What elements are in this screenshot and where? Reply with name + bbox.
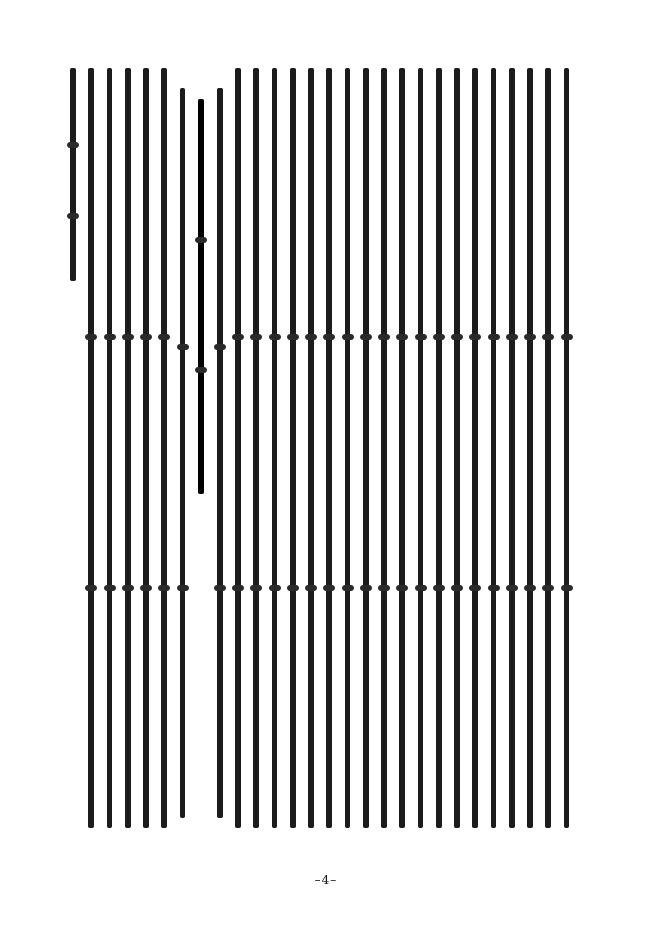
text-line	[217, 88, 223, 818]
vertical-text-block	[70, 68, 582, 828]
text-line	[308, 68, 314, 828]
text-line	[491, 68, 497, 828]
text-line	[472, 68, 478, 828]
text-line	[253, 68, 259, 828]
text-line	[381, 68, 387, 828]
text-line	[363, 68, 369, 828]
text-line	[143, 68, 149, 828]
section-heading	[198, 99, 205, 494]
text-line	[161, 68, 167, 828]
text-line	[70, 68, 76, 281]
text-line	[326, 68, 332, 828]
text-line	[509, 68, 515, 828]
text-line	[180, 88, 186, 818]
text-line	[88, 68, 94, 828]
text-line	[418, 68, 424, 828]
text-line	[272, 68, 278, 828]
text-line	[235, 68, 241, 828]
text-line	[399, 68, 405, 828]
text-line	[564, 68, 570, 828]
text-line	[454, 68, 460, 828]
text-line	[107, 68, 113, 828]
text-line	[527, 68, 533, 828]
page-number: –4–	[314, 873, 338, 887]
text-line	[345, 68, 351, 828]
text-line	[545, 68, 551, 828]
text-line	[436, 68, 442, 828]
text-line	[125, 68, 131, 828]
text-line	[290, 68, 296, 828]
